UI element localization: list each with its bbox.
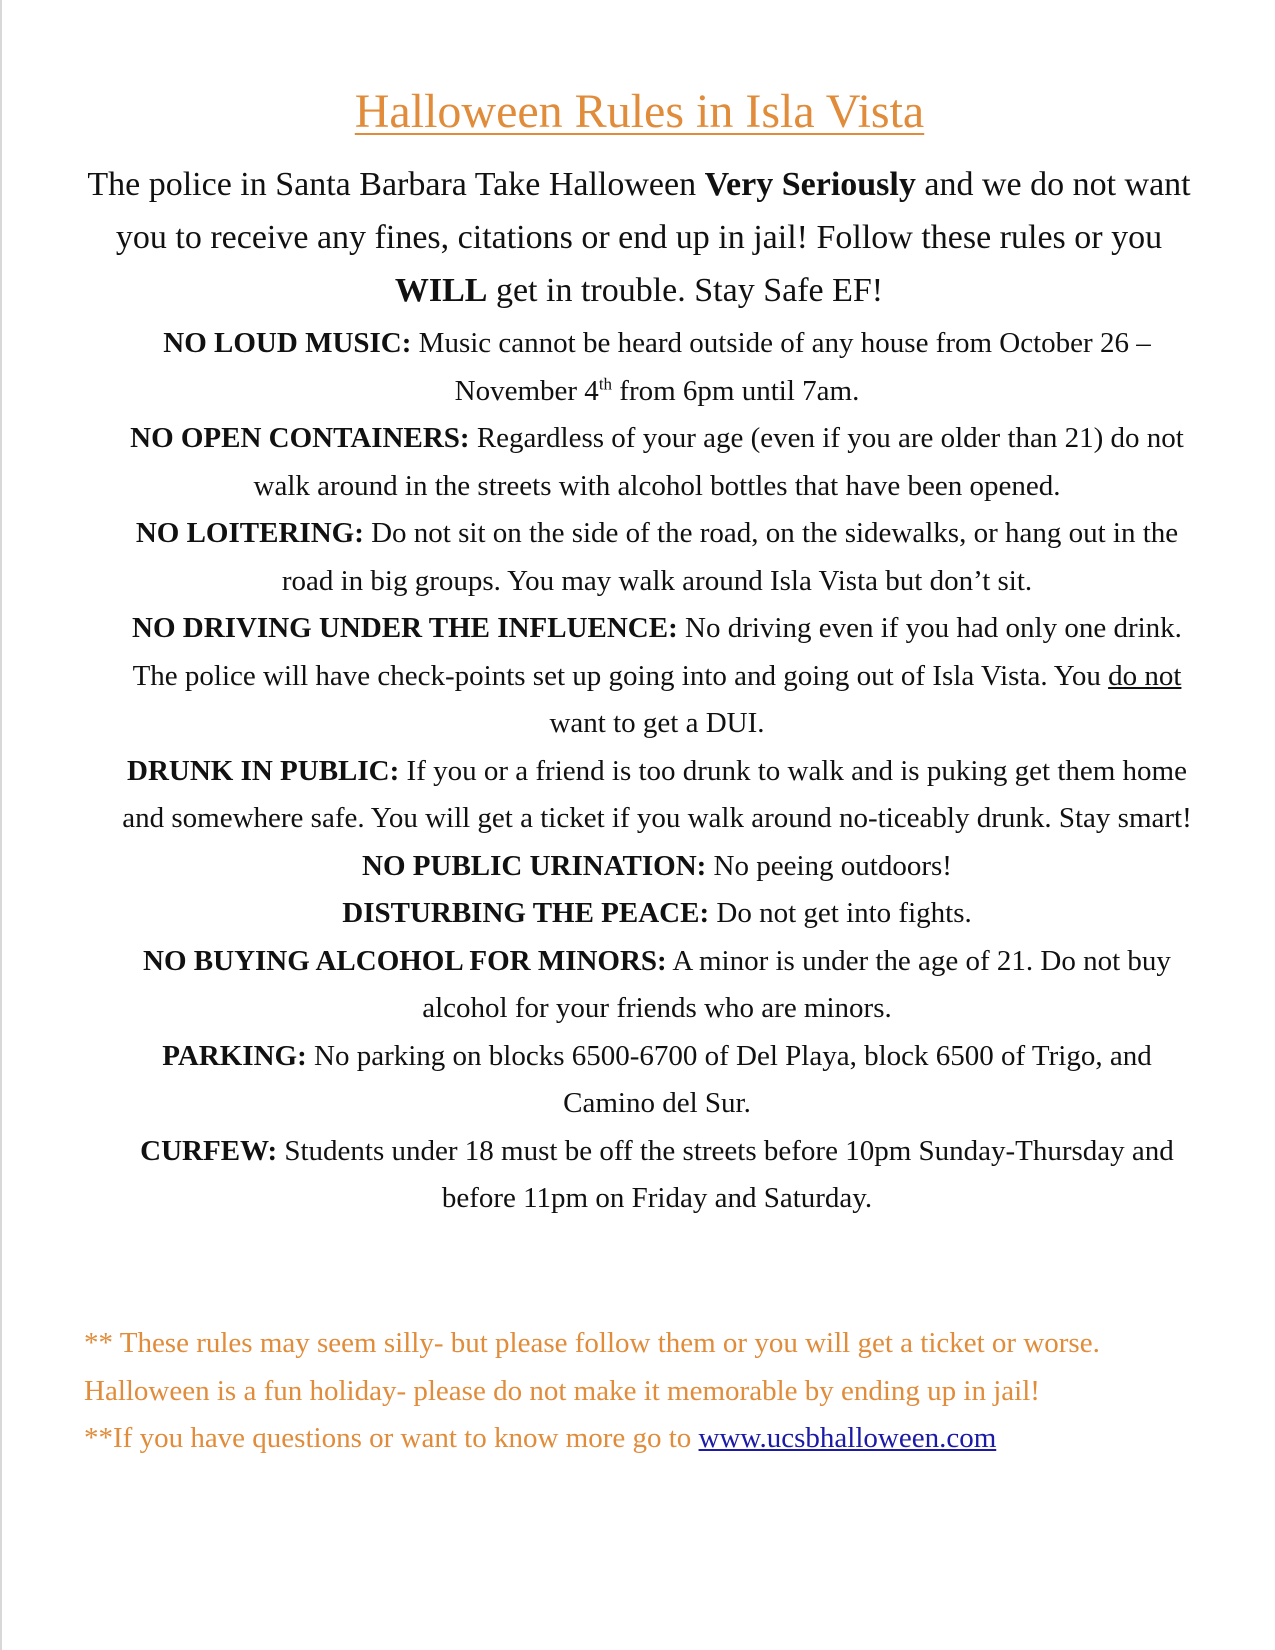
rule-text: No parking on blocks 6500-6700 of Del Playa, block 6500 of Trigo, and Camino del Sur. bbox=[306, 1039, 1152, 1119]
website-link[interactable]: www.ucsbhalloween.com bbox=[698, 1422, 997, 1454]
rule-title: DISTURBING THE PEACE: bbox=[342, 897, 710, 929]
rule-text: No peeing outdoors! bbox=[706, 849, 952, 882]
intro-emphasis: Very Seriously bbox=[704, 166, 916, 203]
intro-text: and we do not want you to receive any fines, citations or end up in jail! Follow these rules or you bbox=[115, 166, 1191, 256]
rule-title: NO OPEN CONTAINERS: bbox=[130, 422, 470, 454]
rule-title: NO LOITERING: bbox=[135, 517, 364, 549]
footer-more-info bbox=[84, 1415, 1194, 1463]
rule-open-containers bbox=[122, 415, 1192, 510]
rule-title: NO DRIVING UNDER THE INFLUENCE: bbox=[132, 612, 678, 644]
rule-text: Do not sit on the side of the road, on the sidewalks, or hang out in the road in big groups. You may walk around Isla Vista but don’t sit. bbox=[281, 517, 1179, 597]
ordinal-suffix: th bbox=[598, 373, 613, 393]
rule-text: from 6pm until 7am. bbox=[612, 374, 860, 407]
rule-drunk-in-public bbox=[122, 748, 1192, 843]
rule-text: A minor is under the age of 21. Do not buy alcohol for your friends who are minors. bbox=[422, 944, 1171, 1024]
page-title: Halloween Rules in Isla Vista bbox=[354, 85, 925, 138]
rule-alcohol-minors bbox=[122, 938, 1192, 1033]
rule-title: NO BUYING ALCOHOL FOR MINORS: bbox=[143, 944, 667, 977]
rule-title: NO LOUD MUSIC: bbox=[163, 327, 412, 359]
rule-title: DRUNK IN PUBLIC: bbox=[127, 754, 400, 787]
footer-notes bbox=[84, 1320, 1194, 1463]
rule-loitering bbox=[122, 510, 1192, 605]
rule-parking bbox=[122, 1033, 1192, 1128]
rule-text: No driving even if you had only one drink. The police will have check-points set up going into and going out of Isla Vista. You bbox=[132, 612, 1182, 692]
intro-text: The police in Santa Barbara Take Halloween bbox=[87, 166, 705, 203]
rule-text: want to get a DUI. bbox=[549, 707, 765, 739]
rule-public-urination bbox=[122, 843, 1192, 891]
intro-emphasis: WILL bbox=[394, 272, 488, 309]
rule-text: If you or a friend is too drunk to walk and is puking get them home and somewhere safe. You will get a ticket if you walk around no-ticeably drunk. Stay smart! bbox=[122, 754, 1192, 834]
footer-warning: ** These rules may seem silly- but please follow them or you will get a ticket or worse. Halloween is a fun holiday- please do not make it memorable by ending up in jail! bbox=[84, 1327, 1100, 1407]
intro-paragraph bbox=[84, 158, 1194, 317]
rule-text: Music cannot be heard outside of any house from October 26 – November 4 bbox=[411, 327, 1151, 407]
intro-text: get in trouble. Stay Safe EF! bbox=[487, 272, 884, 309]
rule-title: PARKING: bbox=[162, 1039, 307, 1072]
rule-title: NO PUBLIC URINATION: bbox=[362, 849, 707, 882]
footer-more-prefix: **If you have questions or want to know more go to bbox=[84, 1422, 699, 1454]
rule-dui bbox=[122, 605, 1192, 748]
rules-list bbox=[122, 320, 1192, 1223]
rule-text: Students under 18 must be off the streets before 10pm Sunday-Thursday and before 11pm on Friday and Saturday. bbox=[277, 1134, 1174, 1214]
rule-title: CURFEW: bbox=[140, 1134, 278, 1167]
rule-text: Regardless of your age (even if you are older than 21) do not walk around in the streets with alcohol bottles that have been opened. bbox=[253, 422, 1184, 502]
rule-underlined-text: do not bbox=[1108, 659, 1182, 692]
rule-text: Do not get into fights. bbox=[709, 897, 972, 929]
rule-curfew bbox=[122, 1128, 1192, 1223]
rule-loud-music bbox=[122, 320, 1192, 415]
rule-disturbing-peace bbox=[122, 890, 1192, 938]
